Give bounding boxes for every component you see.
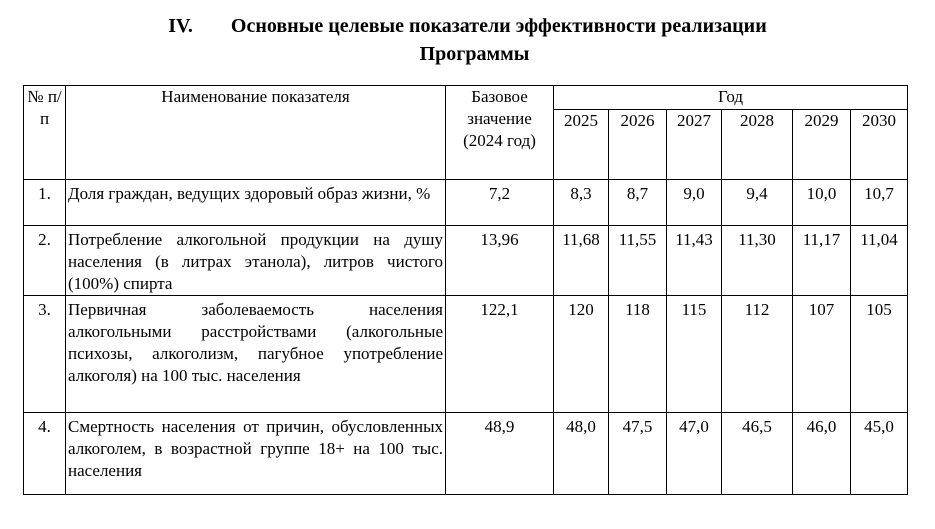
base-value: 48,9 [446, 413, 554, 495]
row-number: 2. [24, 226, 66, 296]
indicator-name: Потребление алкогольной продукции на душу населения (в литрах этанола), литров чистого (100%) спирта [66, 226, 446, 296]
year-value: 46,5 [722, 413, 793, 495]
table-row [24, 413, 908, 495]
header-num: № п/п [24, 86, 66, 180]
year-value: 11,68 [554, 226, 609, 296]
section-number: IV. [168, 15, 193, 37]
header-year: 2026 [609, 110, 667, 180]
table-header-row [24, 86, 908, 110]
year-value: 45,0 [851, 413, 908, 495]
year-value: 11,43 [667, 226, 722, 296]
header-year: 2028 [722, 110, 793, 180]
row-number: 3. [24, 296, 66, 413]
section-heading [0, 12, 935, 68]
year-value: 118 [609, 296, 667, 413]
year-value: 107 [793, 296, 851, 413]
section-title-line-1: Основные целевые показатели эффективности реализации [230, 15, 767, 37]
header-name: Наименование показателя [66, 86, 446, 180]
year-value: 48,0 [554, 413, 609, 495]
table-row [24, 226, 908, 296]
header-base-value: Базовое значение (2024 год) [446, 86, 554, 180]
indicators-table [23, 85, 908, 495]
header-year: 2027 [667, 110, 722, 180]
indicator-name: Доля граждан, ведущих здоровый образ жизни, % [66, 180, 446, 226]
year-value: 11,17 [793, 226, 851, 296]
indicator-name: Первичная заболеваемость населения алкогольными расстройствами (алкогольные психозы, алкоголизм, пагубное употребление алкоголя) на 100 тыс. населения [66, 296, 446, 413]
year-value: 11,04 [851, 226, 908, 296]
year-value: 46,0 [793, 413, 851, 495]
table-row [24, 180, 908, 226]
section-title-line-2: Программы [419, 43, 530, 65]
year-value: 9,0 [667, 180, 722, 226]
header-year: 2029 [793, 110, 851, 180]
base-value: 7,2 [446, 180, 554, 226]
base-value: 13,96 [446, 226, 554, 296]
table-row [24, 296, 908, 413]
year-value: 105 [851, 296, 908, 413]
row-number: 1. [24, 180, 66, 226]
year-value: 115 [667, 296, 722, 413]
year-value: 10,7 [851, 180, 908, 226]
year-value: 47,5 [609, 413, 667, 495]
indicator-name: Смертность населения от причин, обусловленных алкоголем, в возрастной группе 18+ на 100 тыс. населения [66, 413, 446, 495]
year-value: 8,7 [609, 180, 667, 226]
year-value: 120 [554, 296, 609, 413]
header-year-group: Год [554, 86, 908, 110]
year-value: 11,55 [609, 226, 667, 296]
base-value: 122,1 [446, 296, 554, 413]
header-year: 2025 [554, 110, 609, 180]
year-value: 112 [722, 296, 793, 413]
year-value: 8,3 [554, 180, 609, 226]
year-value: 11,30 [722, 226, 793, 296]
year-value: 10,0 [793, 180, 851, 226]
header-year: 2030 [851, 110, 908, 180]
heading-line-1 [0, 12, 935, 40]
year-value: 9,4 [722, 180, 793, 226]
year-value: 47,0 [667, 413, 722, 495]
row-number: 4. [24, 413, 66, 495]
